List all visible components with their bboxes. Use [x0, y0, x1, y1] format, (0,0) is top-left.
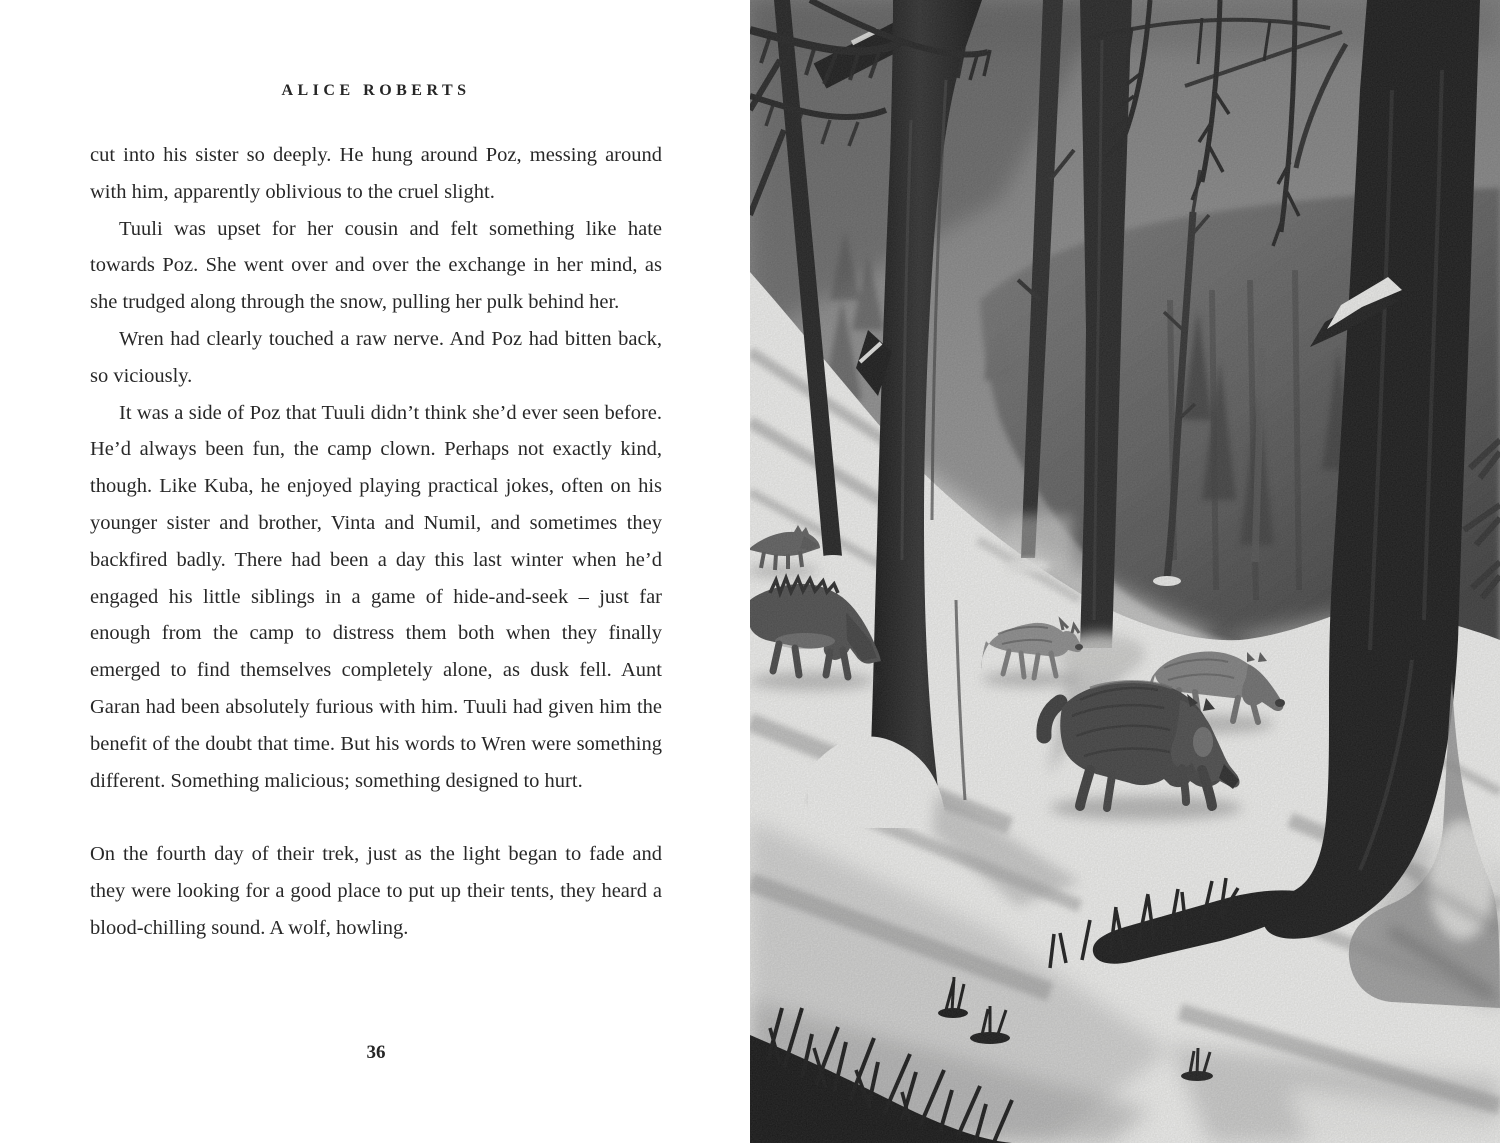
paragraph: Tuuli was upset for her cousin and felt something like hate towards Poz. She went over and over the exchange in her mind, as she trudged along through the snow, pulling her pulk behind her.: [90, 217, 662, 314]
film-grain-light: [750, 0, 1500, 1143]
paragraph: cut into his sister so deeply. He hung around Poz, messing around with him, apparently oblivious to the cruel slight.: [90, 144, 662, 203]
body-text: [90, 137, 662, 947]
page-number: 36: [366, 1042, 386, 1063]
paragraph: On the fourth day of their trek, just as the light began to fade and they were looking for a good place to put up their tents, they heard a blood-chilling sound. A wolf, howling.: [90, 843, 662, 939]
wolves-illustration: [750, 0, 1500, 1143]
running-header: ALICE ROBERTS: [281, 82, 471, 99]
right-page: [750, 0, 1500, 1143]
paragraph: It was a side of Poz that Tuuli didn’t think she’d ever seen before. He’d always been fun, the camp clown. Perhaps not exactly kind, though. Like Kuba, he enjoyed playing practical jokes, often on his younger sister and brother, Vinta and Numil, and sometimes they backfired badly. There had been a day this last winter when he’d engaged his little siblings in a game of hide-and-seek – just far enough from the camp to distress them both when they finally emerged to find themselves completely alone, as dusk fell. Aunt Garan had been absolutely furious with him. Tuuli had given him the benefit of the doubt that time. But his words to Wren were something different. Something malicious; something designed to hurt.: [90, 401, 662, 792]
paragraph: Wren had clearly touched a raw nerve. And Poz had bitten back, so viciously.: [90, 327, 662, 387]
